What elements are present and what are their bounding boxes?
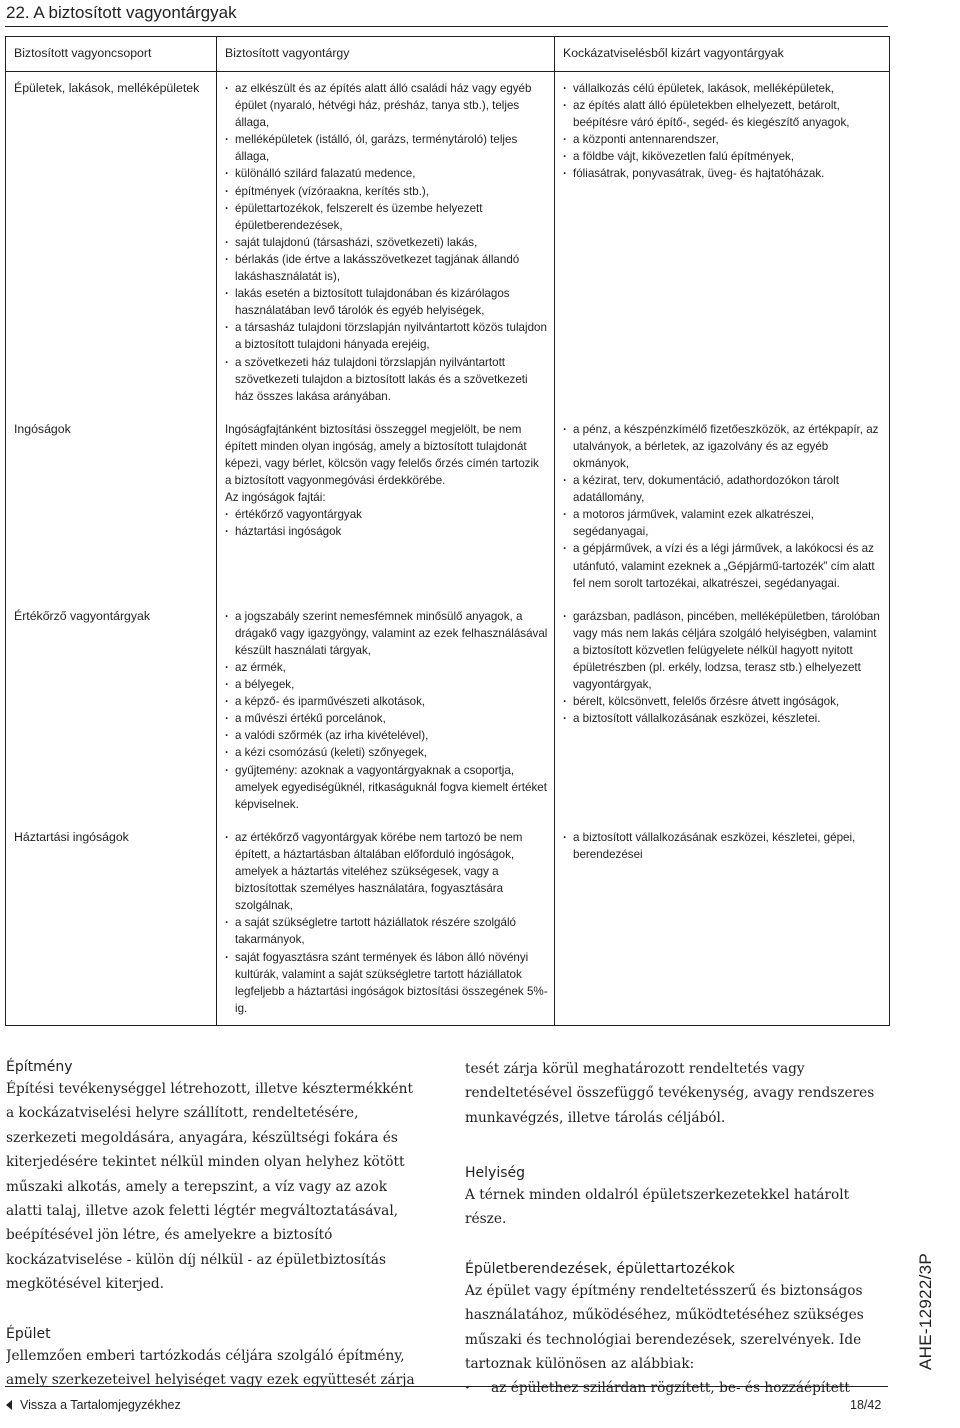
list-item: · a képző- és iparművészeti alkotások, <box>225 693 548 710</box>
excluded-cell <box>555 821 890 1026</box>
definition-term: Épület <box>6 1325 51 1342</box>
definition-term: Építmény <box>6 1059 73 1075</box>
list-item: · a társasház tulajdoni törzslapján nyilvántartott közös tulajdon a biztosított tulajdoni hányada erejéig, <box>225 319 548 353</box>
back-to-contents-link[interactable] <box>6 1398 181 1412</box>
arrow-left-icon <box>6 1400 12 1410</box>
covered-cell <box>217 72 555 413</box>
list-item: · saját tulajdonú (társasházi, szövetkezeti) lakás, <box>225 234 548 251</box>
list-item: · a földbe vájt, kikövezetlen falú építmények, <box>563 148 883 165</box>
header-excluded-assets: Kockázatviselésből kizárt vagyontárgyak <box>555 37 890 72</box>
table-row <box>6 72 890 413</box>
category-cell: Épületek, lakások, melléképületek <box>6 72 217 413</box>
covered-list <box>225 80 548 405</box>
list-item: · a valódi szőrmék (az irha kivételével), <box>225 727 548 744</box>
page-number: 18/42 <box>850 1398 882 1412</box>
excluded-list <box>563 608 883 728</box>
definition-epuletberendezesek <box>465 1259 887 1401</box>
definition-text-continued: tesét zárja körül meghatározott rendeltetés vagy rendeltetésével összefüggő tevékenység, avagy rendszeres munkavégzés, illetve tárolás céljából. <box>465 1061 875 1126</box>
list-item: · a bélyegek, <box>225 676 548 693</box>
covered-cell <box>217 821 555 1026</box>
excluded-cell <box>555 600 890 821</box>
list-item: · háztartási ingóságok <box>225 523 548 540</box>
list-item: · garázsban, padláson, pincében, melléképületben, tárolóban vagy más nem lakás céljára szolgáló helyiségben, valamint a biztosított közvetlen felügyelete nélkül hagyott nyitott épületrészben (pl. erkély, lodzsa, terasz stb.) elhelyezett vagyontárgyak, <box>563 608 883 693</box>
covered-list <box>225 506 548 540</box>
header-asset-group: Biztosított vagyoncsoport <box>6 37 217 72</box>
covered-intro: Ingóságfajtánként biztosítási összeggel megjelölt, be nem épített minden olyan ingóság, amely a biztosított tulajdonát képezi, vagy bérlet, kölcsön vagy felelős őrzés címén tartozik a biztosított vagyonmegóvási érdekkörébe. <box>225 422 539 488</box>
list-item: · az építés alatt álló épületekben elhelyezett, betárolt, beépítésre váró építő-, segéd- és kiegészítő anyagok, <box>563 97 883 131</box>
covered-cell <box>217 600 555 821</box>
excluded-list <box>563 80 883 183</box>
covered-list <box>225 608 548 813</box>
list-item: · az értékőrző vagyontárgyak körébe nem tartozó be nem épített, a háztartásban általában előforduló ingóságok, amelyek a háztartás viteléhez szükségesek, vagy a biztosítottak személyes használatára, fogyasztására szolgálnak, <box>225 829 548 914</box>
definitions-right-column <box>465 1057 887 1428</box>
definition-epulet-continued <box>465 1057 887 1139</box>
list-item: · a kézirat, terv, dokumentáció, adathordozókon tárolt adatállomány, <box>563 472 883 506</box>
list-item: · a jogszabály szerint nemesfémnek minősülő anyagok, a drágakő vagy igazgyöngy, valamint az ezek felhasználásával készült használati tárgyak, <box>225 608 548 659</box>
list-item: · melléképületek (istálló, ól, garázs, terménytároló) teljes állaga, <box>225 131 548 165</box>
list-item: · különálló szilárd falazatú medence, <box>225 165 548 182</box>
table-row <box>6 821 890 1026</box>
document-code: AHE-12922/3P <box>916 1252 935 1370</box>
list-item: · a művészi értékű porcelánok, <box>225 710 548 727</box>
table-row <box>6 600 890 821</box>
covered-list <box>225 829 548 1017</box>
list-item: · vállalkozás célú épületek, lakások, melléképületek, <box>563 80 883 97</box>
definition-text: Az épület vagy építmény rendeltetésszerű és biztonságos használatához, működéséhez, működtetéséhez szükséges műszaki és technológiai berendezések, szerelvények. Ide tartoznak különösen az alábbiak: <box>465 1282 864 1373</box>
list-item: · az elkészült és az építés alatt álló családi ház vagy egyéb épület (nyaraló, hétvégi ház, présház, tanya stb.), teljes állaga, <box>225 80 548 131</box>
excluded-list <box>563 829 883 863</box>
definitions-left-column <box>6 1057 424 1420</box>
excluded-cell <box>555 72 890 413</box>
list-item: · fóliasátrak, ponyvasátrak, üveg- és hajtatóházak. <box>563 165 883 182</box>
header-insured-asset: Biztosított vagyontárgy <box>217 37 555 72</box>
definition-epulet <box>6 1324 424 1393</box>
definition-text: A térnek minden oldalról épületszerkezetekkel határolt része. <box>465 1187 850 1228</box>
coverage-table <box>5 36 890 1026</box>
definition-epitmeny <box>6 1057 424 1297</box>
list-item: · bérlakás (ide értve a lakásszövetkezet tagjának állandó lakáshasználatát is), <box>225 251 548 285</box>
list-item: · a gépjárművek, a vízi és a légi járművek, a lakókocsi és az utánfutó, valamint ezeknek a „Gépjármű-tartozék” cím alatt fel nem sorolt tartozékai, alkatrészei, segédanyagai. <box>563 540 883 591</box>
back-link-label: Vissza a Tartalomjegyzékhez <box>20 1398 181 1412</box>
list-item: · bérelt, kölcsönvett, felelős őrzésre átvett ingóságok, <box>563 693 883 710</box>
definition-term: Helyiség <box>465 1165 525 1181</box>
definition-helyiseg <box>465 1163 887 1232</box>
table-row <box>6 413 890 600</box>
list-item: · az érmék, <box>225 659 548 676</box>
list-item: · a központi antennarendszer, <box>563 131 883 148</box>
list-item: · saját fogyasztásra szánt termények és lábon álló növényi kultúrák, valamint a saját szükségletre tartott háziállatok legfeljebb a háztartási ingóságok biztosítási összegének 5%-ig. <box>225 949 548 1017</box>
list-item: · építmények (vízóraakna, kerítés stb.), <box>225 183 548 200</box>
list-item: · gyűjtemény: azoknak a vagyontárgyaknak a csoportja, amelyek egyediségüknél, ritkaságuknál fogva kiemelt értéket képviselnek. <box>225 762 548 813</box>
list-item: · a szövetkezeti ház tulajdoni törzslapján nyilvántartott szövetkezeti tulajdon a biztosított lakás és a szövetkezeti ház összes lakása arányában. <box>225 354 548 405</box>
category-cell: Ingóságok <box>6 413 217 600</box>
definition-list <box>465 1376 887 1400</box>
list-item: · az épülethez szilárdan rögzített, be- és hozzáépített <box>465 1376 887 1400</box>
section-title: 22. A biztosított vagyontárgyak <box>6 3 237 22</box>
definition-term: Épületberendezések, épülettartozékok <box>465 1260 735 1277</box>
list-item: · lakás esetén a biztosított tulajdonában és kizárólagos használatában levő tárolók és egyéb helyiségek, <box>225 285 548 319</box>
list-item: · a kézi csomózású (keleti) szőnyegek, <box>225 744 548 761</box>
list-item: · a saját szükségletre tartott háziállatok részére szolgáló takarmányok, <box>225 914 548 948</box>
table-header-row <box>6 37 890 72</box>
excluded-cell <box>555 413 890 600</box>
definition-text: Építési tevékenységgel létrehozott, illetve késztermékként a kockázatviselési helyre szállított, rendeltetésére, szerkezeti megoldására, anyagára, készültségi fokára és kiterjedésére tekintet nélkül minden olyan helyhez kötött műszaki alkotás, amely a terepszint, a víz vagy az azok alatti talaj, illetve azok feletti légtér megváltoztatásával, beépítésével jön létre, és amelyekre a biztosító kockázatviselése - külön díj nélkül - az épületbiztosítás megkötésével kiterjed. <box>6 1081 413 1293</box>
list-item: · a pénz, a készpénzkímélő fizetőeszközök, az értékpapír, az utalványok, a bérletek, az igazolvány és az egyéb okmányok, <box>563 421 883 472</box>
list-item: · a motoros járművek, valamint ezek alkatrészei, segédanyagai, <box>563 506 883 540</box>
excluded-list <box>563 421 883 592</box>
list-item: · épülettartozékok, felszerelt és üzembe helyezett épületberendezések, <box>225 200 548 234</box>
category-cell: Értékőrző vagyontárgyak <box>6 600 217 821</box>
list-item: · értékőrző vagyontárgyak <box>225 506 548 523</box>
list-item: · a biztosított vállalkozásának eszközei, készletei. <box>563 710 883 727</box>
list-item: · a biztosított vállalkozásának eszközei, készletei, gépei, berendezései <box>563 829 883 863</box>
category-cell: Háztartási ingóságok <box>6 821 217 1026</box>
footer-divider <box>5 1386 888 1387</box>
covered-cell <box>217 413 555 600</box>
definition-text: Jellemzően emberi tartózkodás céljára szolgáló építmény, amely szerkezeteivel helyiséget vagy ezek együttesét zárja <box>6 1347 415 1389</box>
title-divider <box>5 26 888 27</box>
covered-subtitle: Az ingóságok fajtái: <box>225 491 326 505</box>
